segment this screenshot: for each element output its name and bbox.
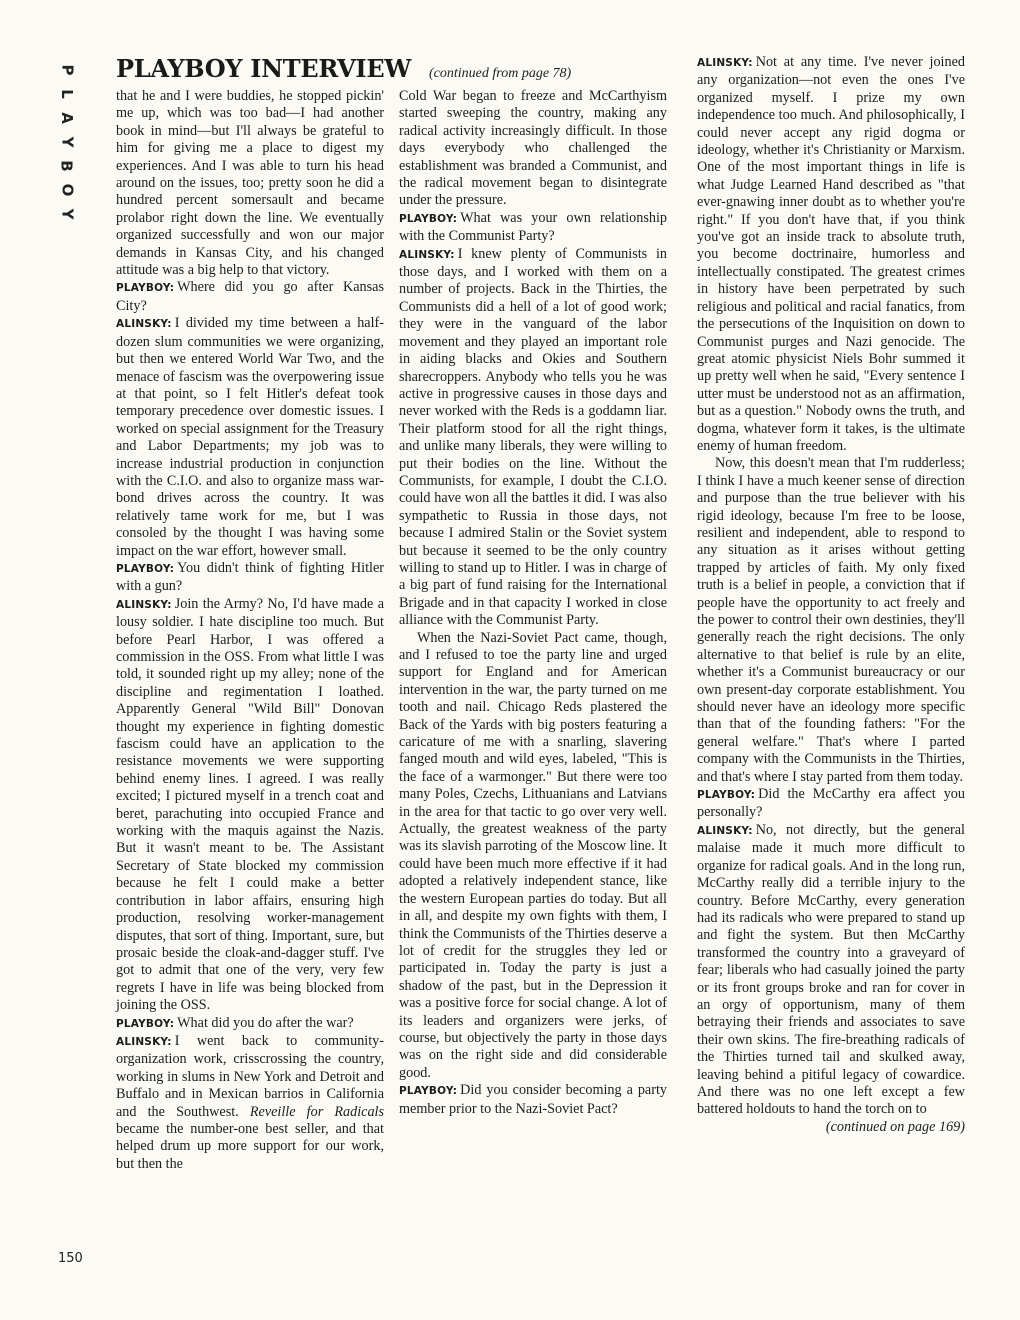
question-text: What did you do after the war? — [177, 1014, 354, 1031]
speaker-label: ALINSKY: — [116, 598, 172, 611]
speaker-label: PLAYBOY: — [116, 282, 175, 295]
book-title: Reveille for Radicals — [249, 1103, 384, 1120]
continued-on-note: (continued on page 169) — [825, 1118, 965, 1135]
answer-text: No, not directly, but the general malaise made it much more difficult to organize for radical goals. And in the long run, McCarthy really did a terrible injury to the country. Before McCarthy, every generation had its radicals who were prepared to stand up and fight the system. But then McCarthy transformed the country into a graveyard of fear; liberals who had casually joined the party or its front groups broke and ran for cover in an orgy of opportunism, many of them betraying their friends and associates to save their own skins. The fire-breathing radicals of the Thirties turned tail and skulked away, leaving behind a pitiful legacy of cowardice. And there was no one left except a few battered holdouts to hand the torch on to — [697, 821, 965, 1118]
paragraph: Now, this doesn't mean that I'm rudderless; I think I have a much keener sense of direction and purpose than the true believer with his rigid ideology, because I'm free to be loose, resilient and independent, able to respond to any situation as it arises without getting trapped by articles of faith. My only fixed truth is a belief in people, a conviction that if people have the opportunity to act freely and the power to control their own destinies, they'll generally reach the right decisions. The only alternative to that belief is rule by an elite, whether it's a Communist bureaucracy or our own present-day corporate establishment. You should never have an ideology more specific than that of the founding fathers: "For the general welfare." That's where I parted company with the Communists in the Thirties, and that's where I stay parted from them today. — [697, 455, 965, 785]
text-column-1 — [116, 88, 384, 1173]
paragraph: Cold War began to freeze and McCarthyism started sweeping the country, making any radical activity increasingly difficult. In those days everybody who challenged the establishment was branded a Communist, and the radical movement began to disintegrate under the pressure. — [399, 88, 667, 209]
speaker-label: PLAYBOY: — [399, 212, 458, 225]
question-text: Did the McCarthy era affect you personally? — [697, 786, 965, 821]
answer — [116, 1033, 384, 1173]
question — [116, 560, 384, 596]
side-letter: Y — [58, 136, 76, 148]
side-running-head — [56, 58, 78, 226]
question-text: Did you consider becoming a party member prior to the Nazi-Soviet Pact? — [399, 1082, 667, 1117]
answer-text: I went back to community-organization work, crisscrossing the country, working in slums in New York and Detroit and Buffalo and in Mexican barrios in California and the Southwest. — [116, 1032, 384, 1120]
question — [116, 279, 384, 315]
question — [697, 786, 965, 822]
question-text: What was your own relationship with the Communist Party? — [399, 209, 667, 245]
speaker-label: PLAYBOY: — [116, 1017, 175, 1030]
speaker-label: ALINSKY: — [399, 248, 455, 261]
answer-text: Not at any time. I've never joined any organization—not even the ones I've organized myself. I prize my own independence too much. And philosophically, I could never accept any rigid dogma or ideology, whether it's Christianity or Marxism. One of the most important things in life is what Judge Learned Hand described as "that ever-gnawing inner doubt as to whether you're right." If you don't have that, if you think you've got an inside track to absolute truth, you become doctrinaire, humorless and intellectually constipated. The greatest crimes in history have been perpetrated by such religious and political and racial fanatics, from the persecutions of the Inquisition on down to Communist purges and Nazi genocide. The great atomic physicist Niels Bohr summed it up pretty well when he said, "Every sentence I utter must be understood not as an affirmation, but as a question." Nobody owns the truth, and dogma, whatever form it takes, is the ultimate enemy of human freedom. — [697, 54, 965, 454]
side-letter: Y — [58, 208, 76, 220]
side-letter: O — [57, 183, 76, 197]
answer — [116, 315, 384, 560]
paragraph: that he and I were buddies, he stopped pickin' me up, which was too bad—I had another book in mind—but I'll always be grateful to him for giving me a place to digest my experiences. And I was able to turn his head around on the issues, too; pretty soon he did a hundred percent somersault and became prolabor right down the line. We eventually organized successfully and won our major demands in Kansas City, and his changed attitude was a big help to that victory. — [116, 88, 384, 279]
answer — [399, 246, 667, 630]
paragraph: When the Nazi-Soviet Pact came, though, and I refused to toe the party line and urged support for England and for American intervention in the war, the party turned on me tooth and nail. Chicago Reds plastered the Back of the Yards with big posters featuring a caricature of me with a snarling, slavering fanged mouth and wild eyes, labeled, "This is the face of a warmonger." But there were too many Poles, Czechs, Lithuanians and Latvians in the area for that tactic to go over very well. Actually, the greatest weakness of the party was its slavish parroting of the Moscow line. It could have been much more effective if it had adopted a relatively independent stance, like the western European parties do today. But all in all, and despite my own fights with them, I think the Communists of the Thirties deserve a lot of credit for the struggles they led or participated in. Today the party is just a shadow of the past, but in the Depression it was a positive force for social change. A lot of its leaders and organizers were jerks, of course, but objectively the party in those days was on the right side and did considerable good. — [399, 629, 667, 1081]
text-column-2 — [399, 88, 667, 1118]
question — [399, 1082, 667, 1118]
answer — [697, 54, 965, 455]
speaker-label: ALINSKY: — [116, 1035, 172, 1048]
speaker-label: ALINSKY: — [697, 57, 753, 69]
question — [116, 1015, 384, 1033]
page-header — [116, 54, 571, 83]
page-number: 150 — [58, 1251, 83, 1266]
answer-text: I divided my time between a half-dozen slum communities we were organizing, but then we entered World War Two, and the menace of fascism was the overpowering issue at that point, so I felt Hitler's defeat took temporary precedence over domestic issues. I worked on special assignment for the Treasury and Labor Departments; my job was to increase industrial production in conjunction with the C.I.O. and also to organize mass war-bond drives across the country. It was relatively tame work for me, but I was consoled by the thought I was having some impact on the war effort, however small. — [116, 315, 384, 559]
side-letter: A — [57, 112, 76, 124]
continued-from-note: (continued from page 78) — [429, 66, 572, 81]
speaker-label: PLAYBOY: — [116, 562, 175, 575]
side-letter: L — [58, 89, 76, 99]
page-title: PLAYBOY INTERVIEW — [116, 54, 412, 83]
speaker-label: ALINSKY: — [697, 824, 753, 837]
side-letter: B — [58, 160, 76, 172]
answer — [697, 822, 965, 1119]
question-text: Where did you go after Kansas City? — [116, 279, 384, 314]
answer-text: Join the Army? No, I'd have made a lousy soldier. I hate discipline too much. But before Pearl Harbor, I was offered a commission in the OSS. From what little I was told, it sounded right up my alley; none of the discipline and regimentation I loathed. Apparently General "Wild Bill" Donovan thought my experience in fighting domestic fascism could have an application to the resistance movements we were supporting behind enemy lines. I agreed. I was really excited; I pictured myself in a trench coat and beret, parachuting into occupied France and working with the maquis against the Nazis. But it wasn't meant to be. The Assistant Secretary of State blocked my commission because he felt I could make a better contribution in labor affairs, ensuring high production, resolving worker-management disputes, that sort of thing. Important, sure, but prosaic beside the cloak-and-dagger stuff. I've got to admit that one of the very, very few regrets I have in life was being blocked from joining the OSS. — [116, 595, 384, 1014]
answer-text: I knew plenty of Communists in those days, and I worked with them on a number of projects. Back in the Thirties, the Communists did a hell of a lot of good work; they were in the vanguard of the labor movement and they played an important role in aiding blacks and Okies and Southern sharecroppers. Anybody who tells you he was active in progressive causes in those days and never worked with the Reds is a goddamn liar. Their platform stood for all the right things, and unlike many liberals, they were willing to put their bodies on the line. Without the Communists, for example, I doubt the C.I.O. could have won all the battles it did. I was also sympathetic to Russia in those days, not because I admired Stalin or the Soviet system but because it seemed to be the only country willing to stand up to Hitler. I was in charge of a big part of fund raising for the International Brigade and in that capacity I worked in close alliance with the Communist Party. — [399, 245, 667, 629]
speaker-label: PLAYBOY: — [697, 789, 756, 802]
question-text: You didn't think of fighting Hitler with a gun? — [116, 559, 384, 595]
side-letter: P — [58, 64, 76, 76]
speaker-label: PLAYBOY: — [399, 1085, 458, 1098]
answer — [116, 596, 384, 1015]
speaker-label: ALINSKY: — [116, 318, 172, 331]
question — [399, 210, 667, 246]
text-column-3 — [697, 54, 965, 1136]
answer-text: became the number-one best seller, and that helped drum up more support for our work, but then the — [116, 1120, 384, 1172]
